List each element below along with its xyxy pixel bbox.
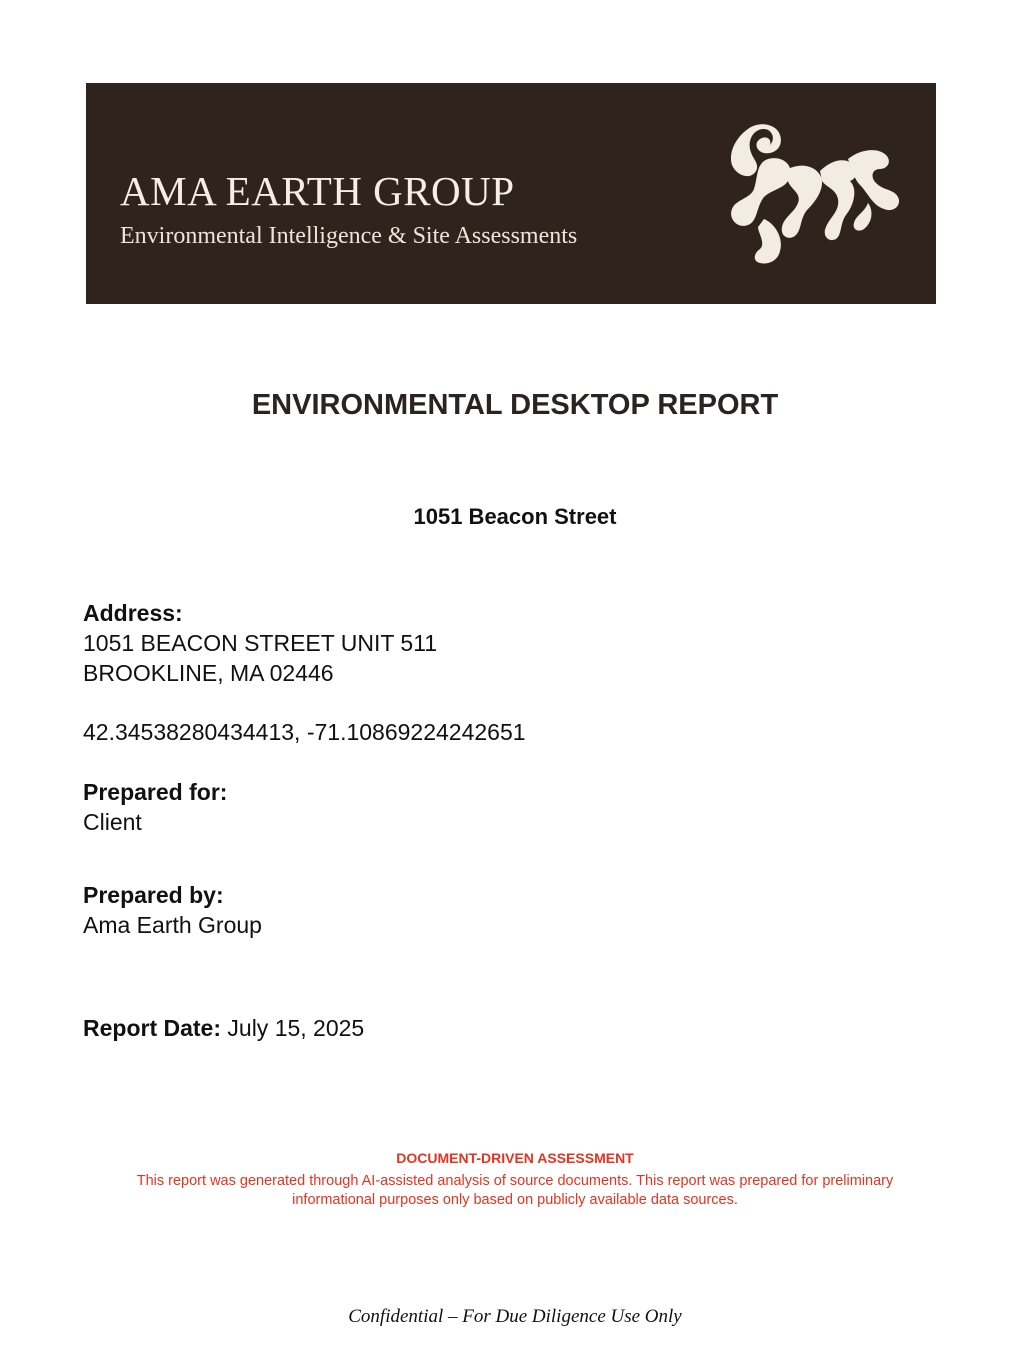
- prepared-by-section: [83, 880, 262, 940]
- confidentiality-footer: Confidential – For Due Diligence Use Only: [348, 1306, 682, 1327]
- brand-name: AMA EARTH GROUP: [120, 168, 515, 214]
- coordinates-section: [83, 717, 526, 747]
- address-line-1: 1051 BEACON STREET UNIT 511: [83, 630, 438, 656]
- abstract-figure-logo-icon: [728, 119, 904, 269]
- report-date-label: Report Date:: [83, 1015, 222, 1041]
- prepared-for-label: Prepared for:: [83, 779, 228, 805]
- prepared-by-value: Ama Earth Group: [83, 912, 262, 938]
- brand-tagline: Environmental Intelligence & Site Assessments: [120, 223, 578, 249]
- prepared-for-value: Client: [83, 809, 142, 835]
- report-date-value: July 15, 2025: [227, 1015, 365, 1041]
- address-section: [83, 598, 437, 688]
- notice-body: This report was generated through AI-assisted analysis of source documents. This report was prepared for preliminary informational purposes only based on publicly available data sources.: [136, 1173, 894, 1208]
- report-date-section: [83, 1013, 364, 1043]
- address-line-2: BROOKLINE, MA 02446: [83, 660, 334, 686]
- prepared-by-label: Prepared by:: [83, 882, 224, 908]
- coordinates: 42.34538280434413, -71.10869224242651: [83, 719, 526, 745]
- prepared-for-section: [83, 777, 227, 837]
- property-name: 1051 Beacon Street: [413, 504, 617, 529]
- header-banner: [86, 83, 936, 304]
- address-label: Address:: [83, 600, 183, 626]
- report-title: ENVIRONMENTAL DESKTOP REPORT: [251, 389, 779, 421]
- notice-title: DOCUMENT-DRIVEN ASSESSMENT: [396, 1150, 634, 1166]
- assessment-notice: [0, 1150, 1030, 1210]
